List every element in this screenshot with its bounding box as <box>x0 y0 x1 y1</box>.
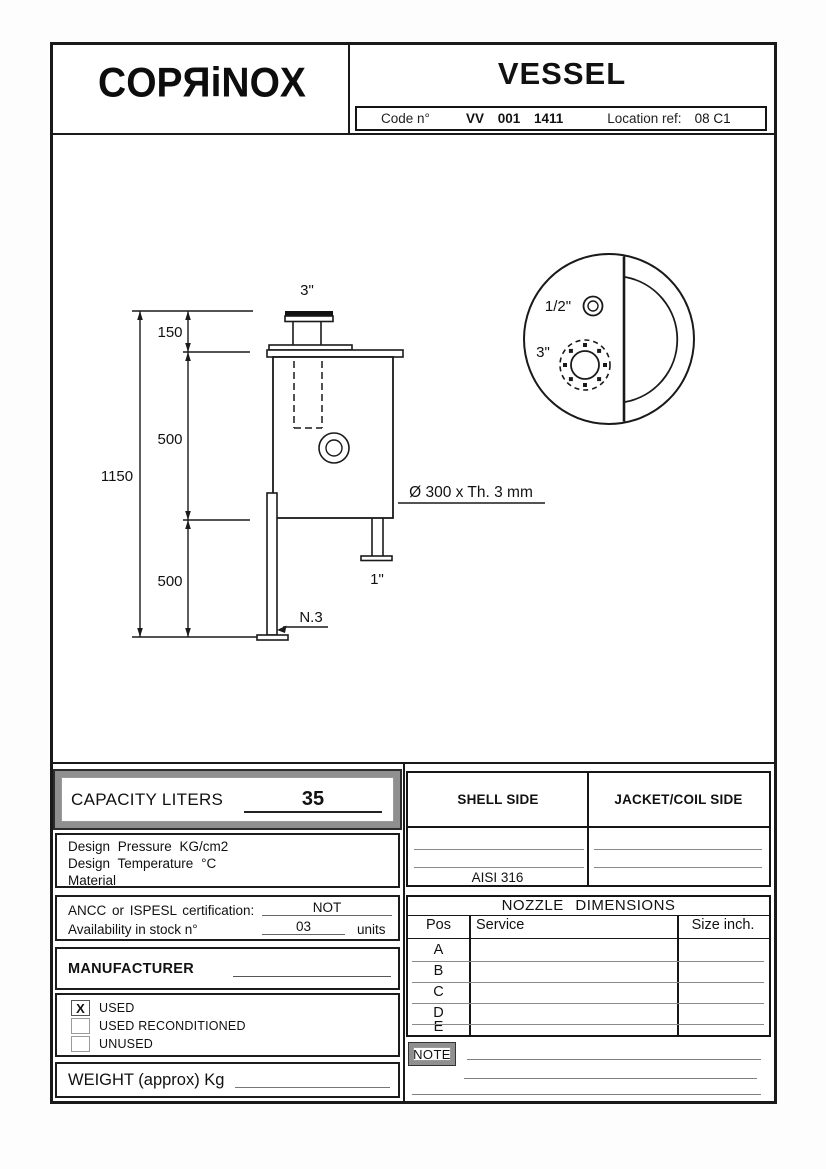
tables-column-divider <box>403 762 405 1104</box>
weight-value-line <box>235 1087 390 1088</box>
location-ref-value: 08 C1 <box>694 111 731 126</box>
nozzle-row-line <box>412 1003 764 1004</box>
used-checkbox: X <box>71 1000 90 1016</box>
top-nozzle-size-label: 3" <box>300 282 314 299</box>
location-ref-label: Location ref: <box>607 111 682 126</box>
code-value: VV 001 1411 <box>465 111 564 126</box>
manufacturer-label: MANUFACTURER <box>68 961 195 977</box>
topview-manhole-label: 3" <box>536 344 550 361</box>
unused-checkbox <box>71 1036 90 1052</box>
material-label: Material <box>68 873 117 888</box>
nozzle-row-pos: B <box>433 962 444 979</box>
service-column-header: Service <box>476 917 525 933</box>
pos-column-header: Pos <box>426 917 451 933</box>
jacket-value-line <box>594 867 762 868</box>
size-column-header: Size inch. <box>691 917 755 933</box>
vessel-technical-drawing <box>50 135 777 760</box>
dim-top-section: 150 <box>157 324 183 341</box>
topview-small-nozzle-label: 1/2" <box>544 298 572 315</box>
dim-total-height: 1150 <box>100 468 134 485</box>
shell-value-line <box>414 867 584 868</box>
nozzle-row-pos: C <box>433 983 444 1000</box>
service-size-divider <box>677 915 679 1035</box>
certification-value: NOT <box>262 900 392 916</box>
used-reconditioned-checkbox <box>71 1018 90 1034</box>
tables-top-rule <box>50 762 777 764</box>
legs-count-label: N.3 <box>299 609 323 626</box>
note-label: NOTE <box>409 1043 455 1065</box>
nozzle-row-line <box>412 982 764 983</box>
condition-box <box>55 993 400 1057</box>
shell-jacket-divider <box>587 773 589 885</box>
manufacturer-box <box>55 947 400 990</box>
nozzle-row-pos: E <box>433 1018 444 1035</box>
header-divider <box>348 42 350 135</box>
material-shell-value: AISI 316 <box>471 870 524 885</box>
page-title: VESSEL <box>497 56 627 91</box>
vessel-top-view <box>524 254 694 424</box>
jacket-coil-side-header: JACKET/COIL SIDE <box>614 792 743 807</box>
note-line <box>412 1094 761 1095</box>
capacity-label: CAPACITY LITERS <box>71 789 224 809</box>
nozzle-table-title: NOZZLE DIMENSIONS <box>408 897 769 916</box>
design-conditions-box <box>55 833 400 888</box>
shell-side-header: SHELL SIDE <box>457 792 539 807</box>
stock-value: 03 <box>262 919 345 935</box>
nozzle-row-pos: A <box>433 941 444 958</box>
dim-mid-section: 500 <box>157 431 183 448</box>
used-reconditioned-label: USED RECONDITIONED <box>99 1019 246 1033</box>
stock-units-label: units <box>357 922 386 937</box>
dim-bottom-section: 500 <box>157 573 183 590</box>
weight-label: WEIGHT (approx) Kg <box>68 1070 225 1089</box>
stock-label: Availability in stock n° <box>68 922 198 937</box>
condition-option-used <box>71 1000 135 1016</box>
nozzle-table-header <box>408 917 769 939</box>
weight-box <box>55 1062 400 1098</box>
condition-option-used-reconditioned <box>71 1018 246 1034</box>
used-label: USED <box>99 1001 135 1015</box>
note-line <box>464 1078 757 1079</box>
pos-service-divider <box>469 915 471 1035</box>
condition-option-unused <box>71 1036 153 1052</box>
shell-spec-label: Ø 300 x Th. 3 mm <box>409 484 533 501</box>
certification-box <box>55 895 400 941</box>
vessel-leg <box>267 493 277 635</box>
nozzle-row-line <box>412 1024 764 1025</box>
shell-jacket-table <box>406 771 771 887</box>
code-location-bar <box>355 106 767 131</box>
topview-manhole-flange <box>560 340 610 390</box>
code-label: Code n° <box>381 111 430 126</box>
topview-small-nozzle <box>584 297 603 316</box>
nozzle-dimensions-table <box>406 895 771 1037</box>
note-line <box>467 1059 761 1060</box>
bottom-nozzle-size-label: 1" <box>370 571 384 588</box>
capacity-box <box>55 771 400 828</box>
manufacturer-value-line <box>233 976 391 977</box>
shell-value-line <box>414 849 584 850</box>
vessel-side-view <box>257 311 545 640</box>
brand-logo: COPЯiNOX <box>98 60 306 107</box>
nozzle-row-line <box>412 961 764 962</box>
certification-label: ANCC or ISPESL certification: <box>68 903 255 918</box>
capacity-value: 35 <box>244 787 382 813</box>
unused-label: UNUSED <box>99 1037 153 1051</box>
design-temperature-label: Design Temperature °C <box>68 856 217 871</box>
flange-bolt-marks <box>563 343 607 387</box>
nozzle-row-pos: D <box>433 1004 444 1021</box>
jacket-value-line <box>594 849 762 850</box>
design-pressure-label: Design Pressure KG/cm2 <box>68 839 229 854</box>
